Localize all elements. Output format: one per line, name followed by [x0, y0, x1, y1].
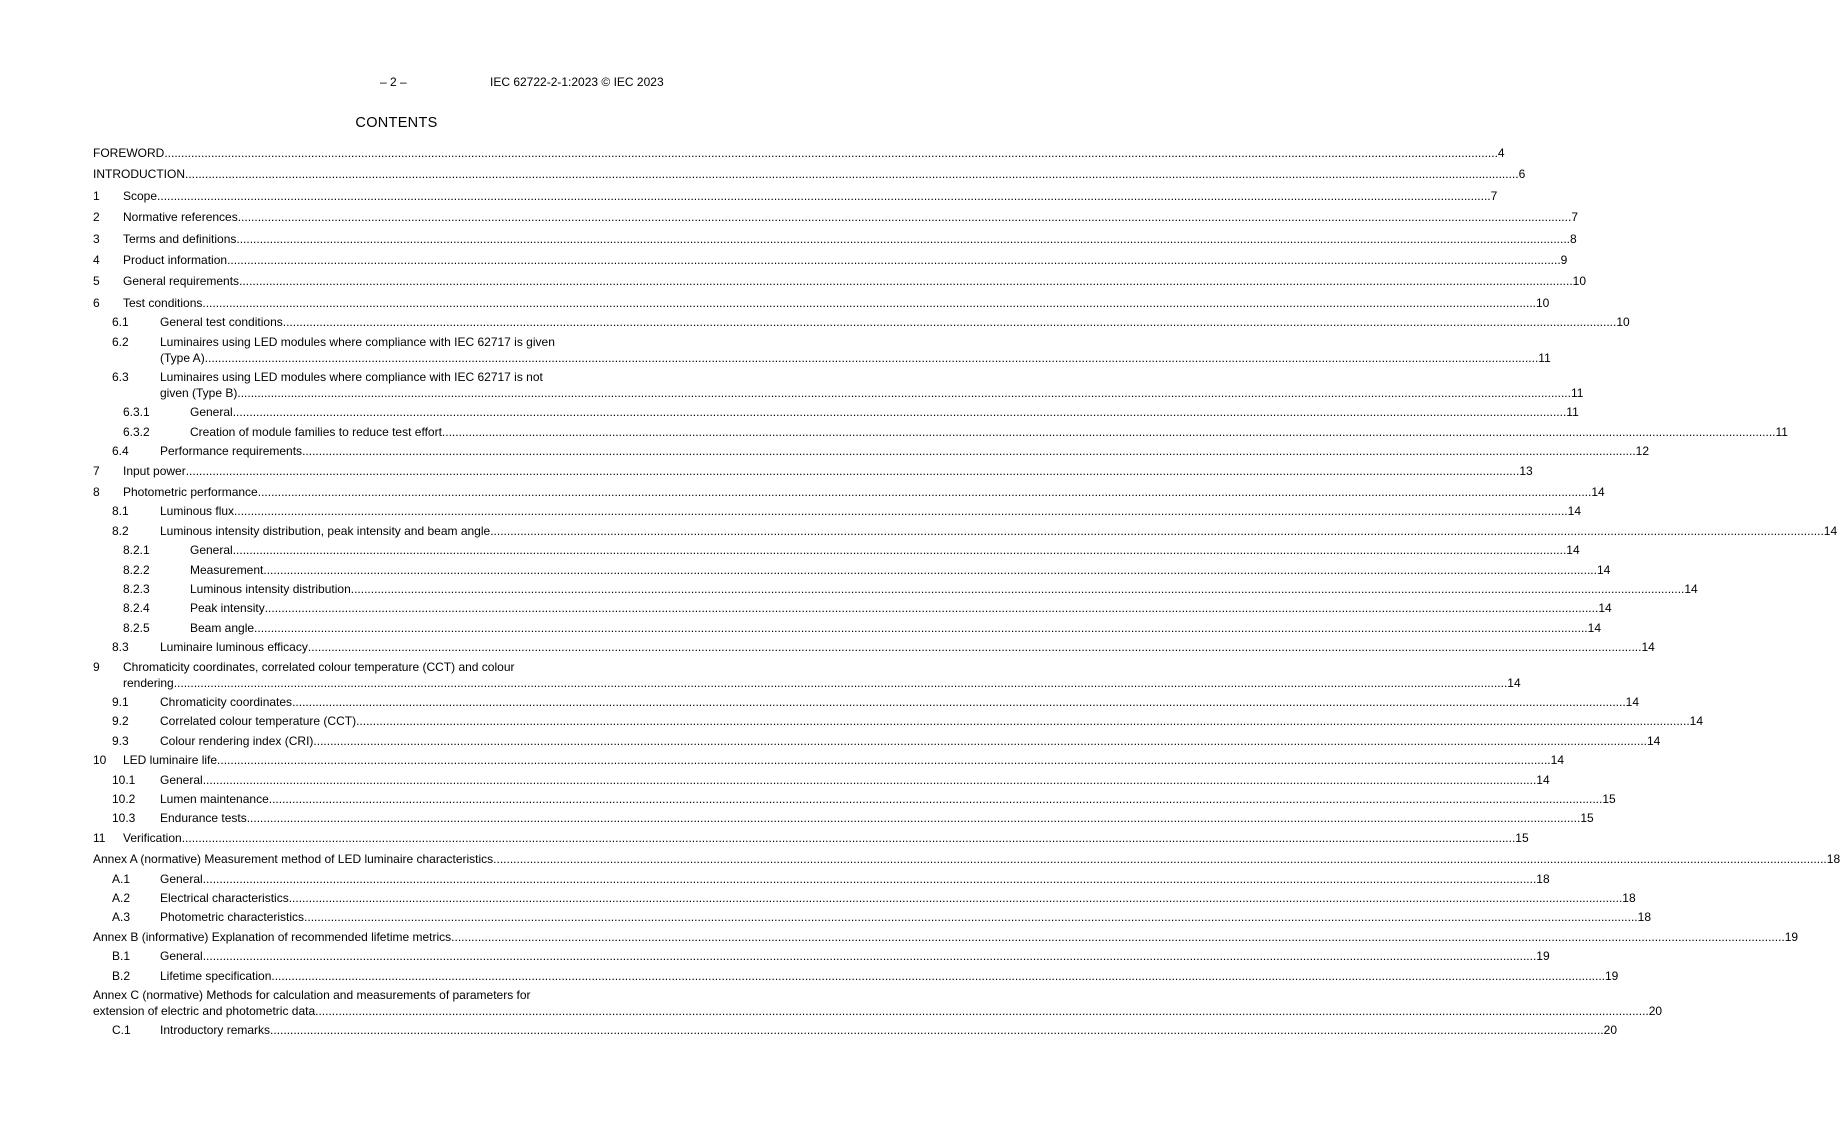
toc-entry-number: 9.2	[112, 714, 129, 729]
toc-leader-dots: ................................................................................................................................................................................................................................................................................................................................................................................................................	[288, 891, 1623, 905]
toc-entry-number: 3	[93, 231, 100, 246]
toc-leader-dots: ................................................................................................................................................................................................................................................................................................................................................................................................................	[263, 562, 1597, 577]
toc-entry[interactable]	[0, 273, 1587, 289]
toc-entry[interactable]	[0, 871, 1550, 887]
toc-entry-number: 10.2	[112, 792, 136, 806]
toc-entry-page: 18	[1536, 871, 1550, 886]
toc-entry-title: given (Type B)	[160, 386, 238, 400]
toc-entry-number: C.1	[112, 1023, 131, 1038]
toc-leader-dots: ................................................................................................................................................................................................................................................................................................................................................................................................................	[237, 386, 1571, 400]
toc-entry-number: 10.3	[112, 811, 136, 826]
toc-entry-page: 14	[1567, 504, 1581, 519]
toc-entry-title: (Type A)	[160, 350, 205, 365]
toc-entry-number: 11	[93, 830, 106, 845]
toc-entry-page: 14	[1536, 772, 1550, 787]
toc-leader-dots: ................................................................................................................................................................................................................................................................................................................................................................................................................	[227, 253, 1561, 267]
toc-entry-page: 11	[1566, 405, 1579, 420]
toc-entry-page: 8	[1569, 231, 1577, 246]
toc-entry-title: LED luminaire life	[123, 753, 218, 768]
toc-leader-dots: ................................................................................................................................................................................................................................................................................................................................................................................................................	[181, 830, 1516, 845]
toc-entry-title: Luminaire luminous efficacy	[160, 640, 308, 655]
toc-entry[interactable]	[0, 542, 1580, 558]
toc-entry-title: Performance requirements	[160, 444, 303, 459]
toc-entry-number: 4	[93, 253, 100, 267]
toc-entry-number: 2	[93, 210, 100, 225]
toc-entry-number: 6.2	[112, 334, 129, 349]
toc-entry-number: 8.2.1	[123, 543, 150, 558]
toc-entry-line	[0, 987, 793, 1003]
toc-entry-title: Introductory remarks	[160, 1023, 271, 1038]
page-header-reference: IEC 62722-2-1:2023 © IEC 2023	[490, 75, 664, 89]
toc-entry-number: 8.2.4	[123, 601, 150, 616]
toc-entry-number: 8.1	[112, 504, 129, 519]
toc-entry-number: 8.2.5	[123, 620, 150, 635]
toc-entry-title: Beam angle	[190, 620, 255, 635]
toc-entry-title: extension of electric and photometric data	[93, 1004, 316, 1018]
toc-entry[interactable]	[0, 675, 1521, 691]
toc-entry-page: 7	[1571, 210, 1578, 225]
toc-leader-dots: ................................................................................................................................................................................................................................................................................................................................................................................................................	[202, 772, 1537, 787]
toc-entry-number: A.2	[112, 891, 131, 905]
toc-entry-page: 12	[1635, 444, 1650, 459]
toc-entry-number: A.3	[112, 910, 131, 925]
toc-entry-number: 6.3	[112, 370, 129, 384]
toc-entry-number: 8	[93, 485, 100, 499]
toc-entry-page: 15	[1602, 792, 1616, 806]
toc-entry-page: 14	[1647, 733, 1661, 748]
toc-entry-title: Scope	[123, 188, 158, 203]
toc-entry-title: Product information	[123, 253, 228, 267]
toc-entry[interactable]	[0, 752, 1564, 768]
toc-entry-number: A.1	[112, 871, 131, 886]
toc-entry-title: General	[160, 871, 203, 886]
toc-entry-title-line1: Chromaticity coordinates, correlated colour temperature (CCT) and colour	[123, 659, 515, 674]
toc-entry-page: 9	[1560, 253, 1568, 267]
toc-entry-number: B.1	[112, 949, 131, 964]
toc-entry-title: INTRODUCTION	[93, 167, 185, 182]
toc-leader-dots: ................................................................................................................................................................................................................................................................................................................................................................................................................	[451, 929, 1785, 944]
toc-entry-page: 13	[1519, 463, 1533, 478]
toc-leader-dots: ................................................................................................................................................................................................................................................................................................................................................................................................................	[202, 871, 1537, 886]
toc-entry-number: 9.3	[112, 733, 129, 748]
toc-entry[interactable]	[0, 295, 1550, 311]
toc-entry-title: Test conditions	[123, 295, 203, 310]
toc-entry-title: General test conditions	[160, 315, 283, 330]
toc-entry-title-line1: Luminaires using LED modules where compliance with IEC 62717 is given	[160, 334, 555, 349]
toc-entry-title: General requirements	[123, 274, 240, 289]
toc-entry-page: 19	[1536, 949, 1550, 964]
toc-entry-title: Input power	[123, 463, 186, 478]
toc-leader-dots: ................................................................................................................................................................................................................................................................................................................................................................................................................	[264, 601, 1599, 616]
toc-entry-title: rendering	[123, 675, 174, 690]
toc-leader-dots: ................................................................................................................................................................................................................................................................................................................................................................................................................	[236, 231, 1570, 246]
toc-leader-dots: ................................................................................................................................................................................................................................................................................................................................................................................................................	[237, 210, 1572, 225]
toc-entry-number: 8.2	[112, 523, 129, 538]
toc-entry-title: Peak intensity	[190, 601, 265, 616]
toc-entry[interactable]	[0, 830, 1529, 846]
toc-entry-page: 14	[1684, 582, 1698, 596]
toc-entry-page: 19	[1604, 968, 1619, 983]
toc-leader-dots: ................................................................................................................................................................................................................................................................................................................................................................................................................	[173, 675, 1508, 690]
toc-entry-title: General	[160, 949, 203, 964]
toc-entry-page: 14	[1641, 640, 1655, 655]
toc-entry-page: 10	[1572, 274, 1587, 289]
toc-entry-title: General	[190, 543, 233, 558]
toc-leader-dots: ................................................................................................................................................................................................................................................................................................................................................................................................................	[185, 463, 1520, 478]
toc-entry-page: 14	[1823, 523, 1838, 538]
toc-entry-title: Creation of module families to reduce test effort	[190, 424, 442, 439]
toc-entry[interactable]	[0, 385, 1584, 401]
toc-entry-line	[0, 659, 793, 675]
toc-entry-page: 7	[1490, 188, 1498, 203]
toc-entry-title: General	[160, 772, 203, 787]
toc-entry[interactable]	[0, 929, 1799, 945]
toc-entry-title: Photometric performance	[123, 485, 258, 499]
toc-entry[interactable]	[0, 188, 1498, 204]
toc-entry-page: 14	[1689, 714, 1704, 729]
toc-entry-page: 20	[1603, 1023, 1617, 1038]
toc-entry-line	[0, 334, 793, 350]
toc-leader-dots: ................................................................................................................................................................................................................................................................................................................................................................................................................	[315, 1004, 1649, 1018]
toc-entry-page: 14	[1598, 601, 1612, 616]
toc-entry[interactable]	[0, 600, 1612, 616]
toc-leader-dots: ................................................................................................................................................................................................................................................................................................................................................................................................................	[271, 968, 1605, 983]
toc-leader-dots: ................................................................................................................................................................................................................................................................................................................................................................................................................	[441, 424, 1776, 439]
toc-entry[interactable]	[0, 772, 1550, 788]
toc-leader-dots: ................................................................................................................................................................................................................................................................................................................................................................................................................	[234, 504, 1568, 519]
toc-leader-dots: ................................................................................................................................................................................................................................................................................................................................................................................................................	[282, 315, 1617, 330]
toc-entry[interactable]	[0, 424, 1788, 440]
toc-entry[interactable]	[0, 252, 1568, 268]
toc-leader-dots: ................................................................................................................................................................................................................................................................................................................................................................................................................	[202, 949, 1537, 964]
toc-leader-dots: ................................................................................................................................................................................................................................................................................................................................................................................................................	[246, 811, 1581, 826]
page-title: CONTENTS	[355, 115, 438, 131]
toc-entry-page: 14	[1507, 675, 1521, 690]
toc-entry[interactable]	[0, 209, 1578, 225]
toc-leader-dots: ................................................................................................................................................................................................................................................................................................................................................................................................................	[313, 733, 1647, 748]
toc-leader-dots: ................................................................................................................................................................................................................................................................................................................................................................................................................	[185, 167, 1519, 182]
toc-entry-page: 10	[1616, 315, 1630, 330]
toc-entry[interactable]	[0, 1003, 1663, 1019]
toc-entry-title: Terms and definitions	[123, 231, 237, 246]
toc-entry[interactable]	[0, 694, 1640, 710]
toc-entry-line	[0, 369, 793, 385]
toc-entry-title: Correlated colour temperature (CCT)	[160, 714, 357, 729]
toc-leader-dots: ................................................................................................................................................................................................................................................................................................................................................................................................................	[202, 295, 1536, 310]
toc-entry-number: 8.2.2	[123, 562, 150, 577]
toc-entry[interactable]	[0, 791, 1616, 807]
toc-entry-number: 7	[93, 463, 100, 478]
toc-entry[interactable]	[0, 314, 1630, 330]
toc-leader-dots: ................................................................................................................................................................................................................................................................................................................................................................................................................	[217, 753, 1551, 768]
toc-entry-number: 9.1	[112, 695, 129, 709]
toc-entry-number: B.2	[112, 968, 131, 983]
toc-entry-title: Verification	[123, 830, 182, 845]
toc-leader-dots: ................................................................................................................................................................................................................................................................................................................................................................................................................	[292, 695, 1626, 709]
toc-entry-title: Endurance tests	[160, 811, 247, 826]
toc-entry-title: Annex A (normative) Measurement method of LED luminaire characteristics	[93, 852, 494, 867]
toc-entry-page: 14	[1550, 753, 1564, 768]
toc-entry-title: Annex B (informative) Explanation of recommended lifetime metrics	[93, 929, 452, 944]
toc-entry[interactable]	[0, 733, 1661, 749]
toc-entry[interactable]	[0, 463, 1533, 479]
toc-entry[interactable]	[0, 484, 1605, 500]
toc-entry-number: 6.3.2	[123, 424, 150, 439]
toc-entry-page: 18	[1826, 852, 1840, 867]
toc-entry-title: Electrical characteristics	[160, 891, 289, 905]
toc-entry[interactable]	[0, 145, 1505, 161]
toc-entry-page: 15	[1580, 811, 1594, 826]
toc-leader-dots: ................................................................................................................................................................................................................................................................................................................................................................................................................	[356, 714, 1690, 729]
toc-entry-title: Colour rendering index (CRI)	[160, 733, 314, 748]
toc-entry-page: 14	[1625, 695, 1640, 709]
toc-entry-number: 1	[93, 188, 100, 203]
toc-entry-title: Luminous flux	[160, 504, 235, 519]
toc-leader-dots: ................................................................................................................................................................................................................................................................................................................................................................................................................	[232, 543, 1567, 558]
toc-entry[interactable]	[0, 562, 1611, 578]
toc-entry-title: Lifetime specification	[160, 968, 272, 983]
toc-entry[interactable]	[0, 620, 1601, 636]
page-header-number: – 2 –	[380, 75, 407, 89]
toc-entry-number: 10	[93, 753, 107, 768]
toc-leader-dots: ................................................................................................................................................................................................................................................................................................................................................................................................................	[268, 792, 1603, 806]
toc-entry-title: Chromaticity coordinates	[160, 695, 293, 709]
toc-entry-title: Measurement	[190, 562, 264, 577]
toc-leader-dots: ................................................................................................................................................................................................................................................................................................................................................................................................................	[350, 582, 1685, 596]
toc-entry-page: 18	[1637, 910, 1651, 925]
toc-leader-dots: ................................................................................................................................................................................................................................................................................................................................................................................................................	[239, 274, 1573, 289]
toc-entry-page: 10	[1535, 295, 1550, 310]
toc-entry[interactable]	[0, 909, 1651, 925]
toc-entry[interactable]	[0, 503, 1581, 519]
toc-leader-dots: ................................................................................................................................................................................................................................................................................................................................................................................................................	[257, 485, 1592, 499]
toc-entry[interactable]	[0, 851, 1840, 867]
toc-entry-title-line1: Annex C (normative) Methods for calculation and measurements of parameters for	[93, 988, 531, 1002]
toc-entry-number: 9	[93, 659, 100, 674]
toc-entry-number: 6.3.1	[123, 405, 150, 420]
toc-leader-dots: ................................................................................................................................................................................................................................................................................................................................................................................................................	[490, 523, 1824, 538]
toc-entry[interactable]	[0, 404, 1579, 420]
toc-leader-dots: ................................................................................................................................................................................................................................................................................................................................................................................................................	[254, 620, 1588, 635]
toc-leader-dots: ................................................................................................................................................................................................................................................................................................................................................................................................................	[270, 1023, 1604, 1038]
toc-entry-page: 19	[1784, 929, 1799, 944]
toc-entry-number: 10.1	[112, 772, 136, 787]
toc-entry[interactable]	[0, 948, 1550, 964]
toc-entry[interactable]	[0, 523, 1838, 539]
toc-entry-page: 6	[1518, 167, 1526, 182]
toc-entry-page: 14	[1566, 543, 1580, 558]
toc-entry-page: 20	[1648, 1004, 1663, 1018]
toc-entry-page: 4	[1497, 146, 1505, 160]
toc-entry[interactable]	[0, 639, 1655, 655]
toc-leader-dots: ................................................................................................................................................................................................................................................................................................................................................................................................................	[164, 146, 1498, 160]
toc-entry-page: 14	[1591, 485, 1605, 499]
toc-entry-page: 11	[1775, 424, 1788, 439]
toc-entry-number: 8.2.3	[123, 582, 150, 596]
toc-leader-dots: ................................................................................................................................................................................................................................................................................................................................................................................................................	[232, 405, 1567, 420]
toc-entry-title: General	[190, 405, 233, 420]
toc-leader-dots: ................................................................................................................................................................................................................................................................................................................................................................................................................	[493, 852, 1827, 867]
toc-leader-dots: ................................................................................................................................................................................................................................................................................................................................................................................................................	[157, 188, 1491, 203]
toc-entry[interactable]	[0, 810, 1594, 826]
toc-leader-dots: ................................................................................................................................................................................................................................................................................................................................................................................................................	[204, 350, 1539, 365]
toc-entry-title-line1: Luminaires using LED modules where compliance with IEC 62717 is not	[160, 370, 543, 384]
toc-entry-page: 15	[1515, 830, 1529, 845]
toc-entry-page: 14	[1587, 620, 1601, 635]
toc-entry[interactable]	[0, 231, 1577, 247]
toc-entry-title: Luminous intensity distribution	[190, 582, 351, 596]
toc-entry-page: 11	[1570, 386, 1584, 400]
toc-entry[interactable]	[0, 1022, 1617, 1038]
toc-entry-number: 8.3	[112, 640, 129, 655]
toc-entry[interactable]	[0, 968, 1619, 984]
toc-leader-dots: ................................................................................................................................................................................................................................................................................................................................................................................................................	[302, 444, 1636, 459]
toc-entry[interactable]	[0, 443, 1650, 459]
toc-entry[interactable]	[0, 890, 1636, 906]
toc-entry-title: Luminous intensity distribution, peak intensity and beam angle	[160, 523, 491, 538]
toc-entry-number: 5	[93, 274, 100, 289]
toc-entry-page: 11	[1538, 350, 1551, 365]
toc-entry-number: 6.1	[112, 315, 129, 330]
toc-entry-title: Photometric characteristics	[160, 910, 305, 925]
toc-entry[interactable]	[0, 713, 1704, 729]
toc-leader-dots: ................................................................................................................................................................................................................................................................................................................................................................................................................	[307, 640, 1642, 655]
toc-entry[interactable]	[0, 581, 1698, 597]
toc-entry-page: 14	[1596, 562, 1611, 577]
toc-entry-title: Normative references	[123, 210, 238, 225]
toc-entry[interactable]	[0, 350, 1551, 366]
toc-entry-title: FOREWORD	[93, 146, 165, 160]
toc-entry[interactable]	[0, 166, 1526, 182]
toc-entry-number: 6.4	[112, 444, 129, 459]
toc-entry-page: 18	[1622, 891, 1636, 905]
toc-leader-dots: ................................................................................................................................................................................................................................................................................................................................................................................................................	[304, 910, 1638, 925]
toc-entry-number: 6	[93, 295, 100, 310]
toc-entry-title: Lumen maintenance	[160, 792, 269, 806]
